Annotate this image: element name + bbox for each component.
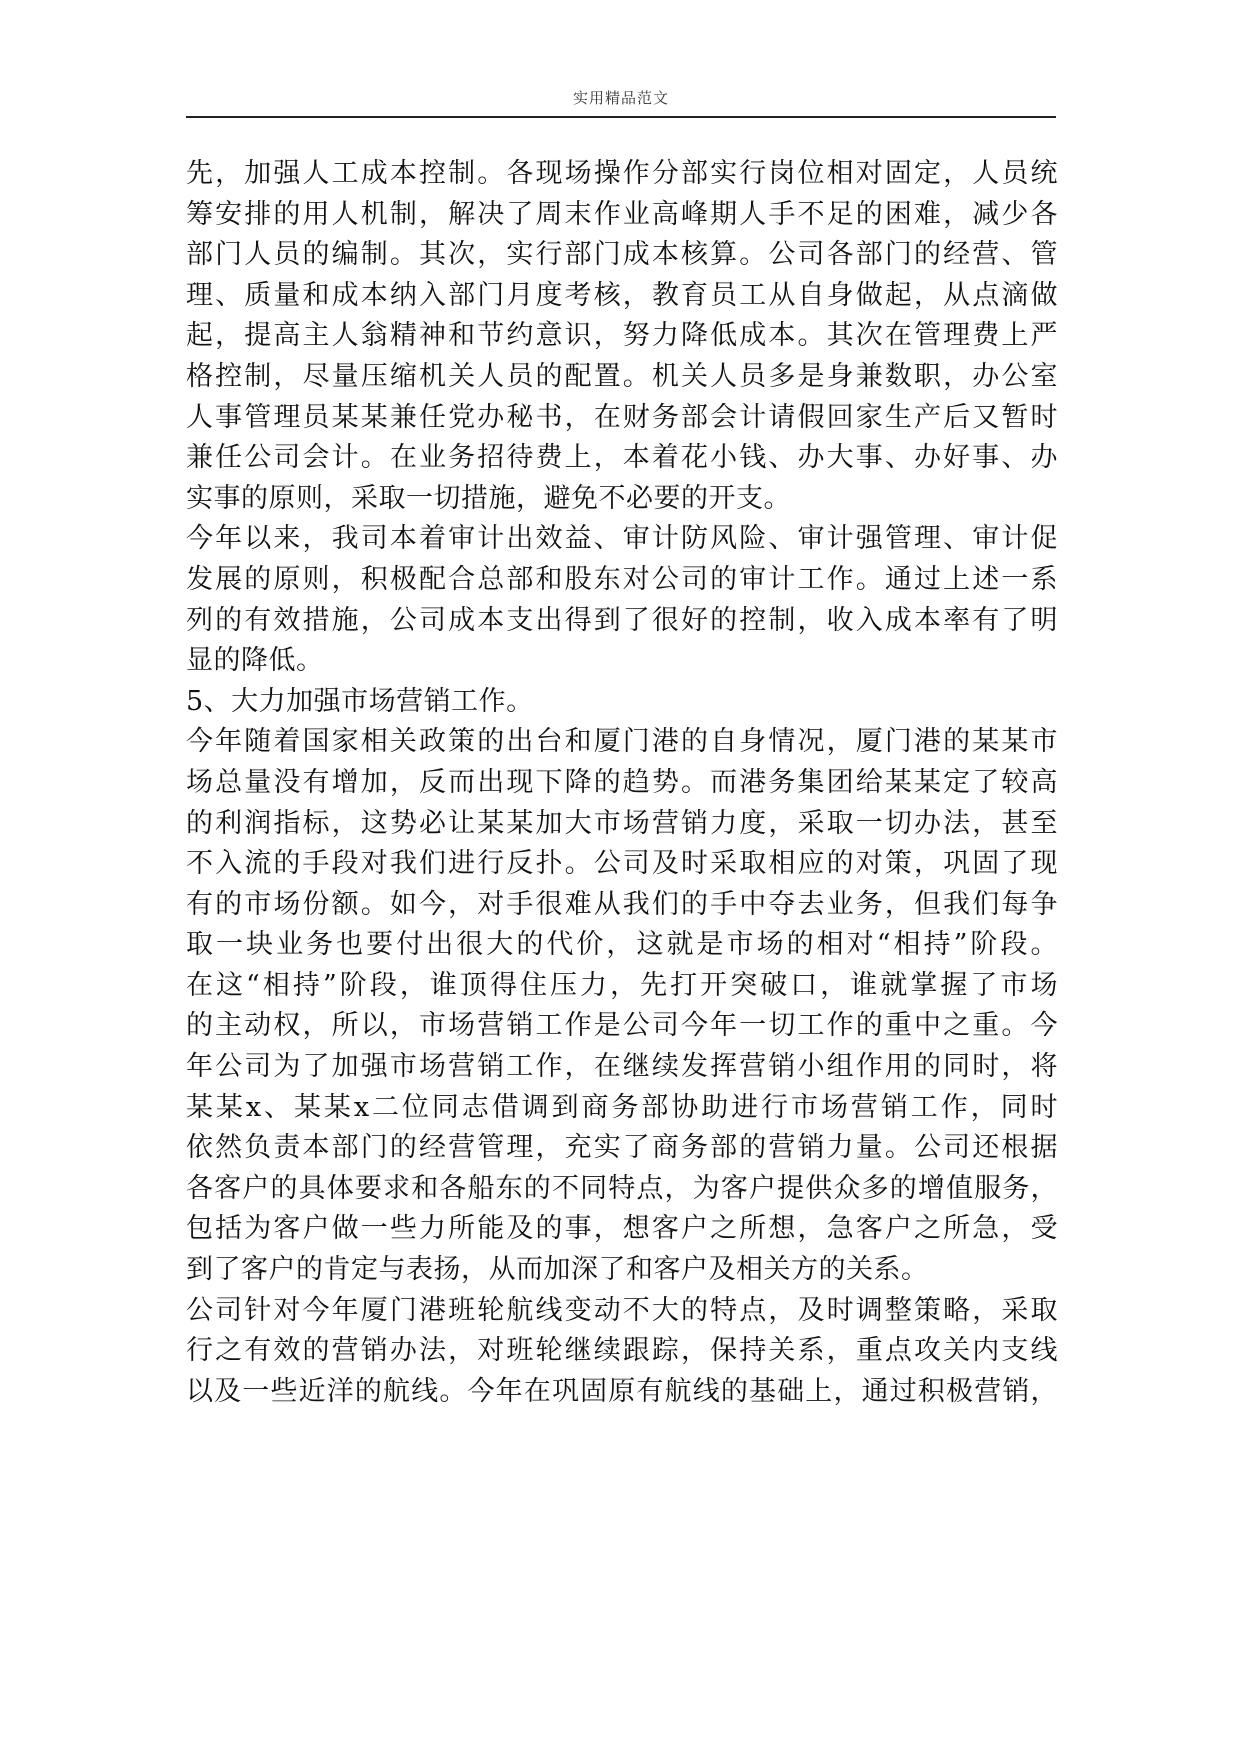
text-line: 发展的原则，积极配合总部和股东对公司的审计工作。通过上述一系 <box>186 563 1058 595</box>
text-line: 实事的原则，采取一切措施，避免不必要的开支。 <box>186 482 791 514</box>
text-line: 今年以来，我司本着审计出效益、审计防风险、审计强管理、审计促 <box>186 523 1058 555</box>
text-line: 的利润指标，这势必让某某加大市场营销力度，采取一切办法，甚至 <box>186 807 1058 839</box>
text-line: 兼任公司会计。在业务招待费上，本着花小钱、办大事、办好事、办 <box>186 442 1058 474</box>
text-line: 行之有效的营销办法，对班轮继续跟踪，保持关系，重点攻关内支线 <box>186 1335 1058 1367</box>
text-line: 某某x、某某x二位同志借调到商务部协助进行市场营销工作，同时 <box>186 1091 1058 1123</box>
text-line: 以及一些近洋的航线。今年在巩固原有航线的基础上，通过积极营销， <box>186 1375 1058 1407</box>
text-line: 筹安排的用人机制，解决了周末作业高峰期人手不足的困难，减少各 <box>186 198 1058 230</box>
text-line: 在这“相持”阶段，谁顶得住压力，先打开突破口，谁就掌握了市场 <box>186 969 1058 1001</box>
text-line: 各客户的具体要求和各船东的不同特点，为客户提供众多的增值服务， <box>186 1172 1058 1204</box>
text-line: 列的有效措施，公司成本支出得到了很好的控制，收入成本率有了明 <box>186 604 1058 636</box>
text-line: 到了客户的肯定与表扬，从而加深了和客户及相关方的关系。 <box>186 1254 929 1286</box>
text-line: 部门人员的编制。其次，实行部门成本核算。公司各部门的经营、管 <box>186 239 1058 271</box>
text-line: 取一块业务也要付出很大的代价，这就是市场的相对“相持”阶段。 <box>186 929 1058 961</box>
text-line: 格控制，尽量压缩机关人员的配置。机关人员多是身兼数职，办公室 <box>186 360 1058 392</box>
text-line: 有的市场份额。如今，对手很难从我们的手中夺去业务，但我们每争 <box>186 888 1058 920</box>
text-line: 显的降低。 <box>186 645 324 677</box>
text-line: 年公司为了加强市场营销工作，在继续发挥营销小组作用的同时，将 <box>186 1051 1058 1083</box>
text-line: 公司针对今年厦门港班轮航线变动不大的特点，及时调整策略，采取 <box>186 1294 1058 1326</box>
document-body <box>186 154 1058 1574</box>
text-line: 今年随着国家相关政策的出台和厦门港的自身情况，厦门港的某某市 <box>186 726 1058 758</box>
text-line: 的主动权，所以，市场营销工作是公司今年一切工作的重中之重。今 <box>186 1010 1058 1042</box>
text-line: 不入流的手段对我们进行反扑。公司及时采取相应的对策，巩固了现 <box>186 848 1058 880</box>
text-line: 理、质量和成本纳入部门月度考核，教育员工从自身做起，从点滴做 <box>186 279 1058 311</box>
text-line: 包括为客户做一些力所能及的事，想客户之所想，急客户之所急，受 <box>186 1213 1058 1245</box>
page-header <box>186 86 1056 118</box>
text-line: 依然负责本部门的经营管理，充实了商务部的营销力量。公司还根据 <box>186 1132 1058 1164</box>
text-line: 起，提高主人翁精神和节约意识，努力降低成本。其次在管理费上严 <box>186 320 1058 352</box>
text-line: 场总量没有增加，反而出现下降的趋势。而港务集团给某某定了较高 <box>186 766 1058 798</box>
text-line: 先，加强人工成本控制。各现场操作分部实行岗位相对固定，人员统 <box>186 158 1058 189</box>
section-heading: 5、大力加强市场营销工作。 <box>186 685 534 717</box>
header-title: 实用精品范文 <box>572 89 669 107</box>
text-line: 人事管理员某某兼任党办秘书，在财务部会计请假回家生产后又暂时 <box>186 401 1058 433</box>
